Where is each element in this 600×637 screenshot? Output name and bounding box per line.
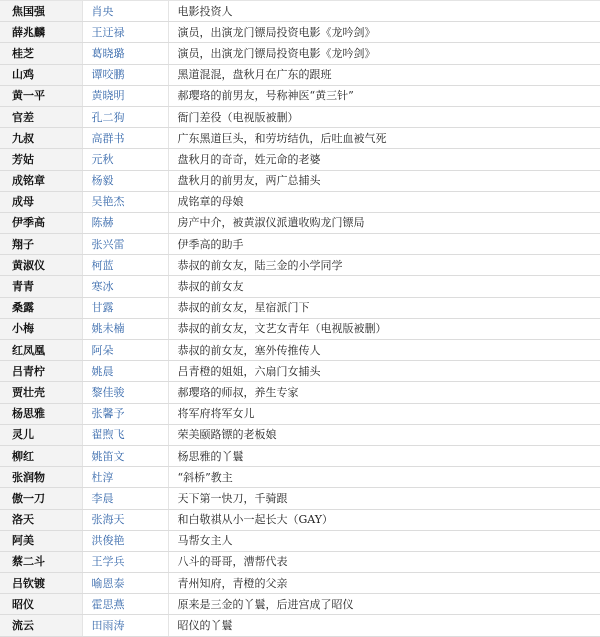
table-row bbox=[0, 530, 600, 551]
actor-link[interactable]: 张馨予 bbox=[91, 407, 125, 421]
role-description-cell: 恭叔的前女友，陆三金的小学同学 bbox=[168, 255, 600, 276]
actor-cell bbox=[82, 22, 168, 43]
actor-link[interactable]: 霍思燕 bbox=[91, 597, 125, 611]
role-description-cell: 将军府将军女儿 bbox=[168, 403, 600, 424]
actor-link[interactable]: 高群书 bbox=[91, 131, 125, 145]
actor-link[interactable]: 黄晓明 bbox=[91, 89, 125, 103]
table-row bbox=[0, 297, 600, 318]
table-row bbox=[0, 573, 600, 594]
role-name-cell: 张润物 bbox=[0, 467, 82, 488]
actor-cell bbox=[82, 128, 168, 149]
role-name-cell: 薛兆麟 bbox=[0, 22, 82, 43]
role-name-cell: 灵儿 bbox=[0, 424, 82, 445]
role-name-cell: 桂芝 bbox=[0, 43, 82, 64]
actor-link[interactable]: 肖央 bbox=[91, 4, 114, 18]
role-description-cell: 黑道混混，盘秋月在广东的跟班 bbox=[168, 64, 600, 85]
role-description-cell: 盘秋月的奇奇，姓元命的老婆 bbox=[168, 149, 600, 170]
role-name-cell: 杨思雅 bbox=[0, 403, 82, 424]
actor-link[interactable]: 谭咬鹏 bbox=[91, 68, 125, 82]
role-description-cell: 演员，出演龙门镖局投资电影《龙吟剑》 bbox=[168, 43, 600, 64]
actor-link[interactable]: 张海天 bbox=[91, 513, 125, 527]
table-row bbox=[0, 128, 600, 149]
role-description-cell: 八斗的哥哥，漕帮代表 bbox=[168, 551, 600, 572]
role-name-cell: 黄一平 bbox=[0, 85, 82, 106]
role-name-cell: 小梅 bbox=[0, 318, 82, 339]
role-name-cell: 傲一刀 bbox=[0, 488, 82, 509]
actor-cell bbox=[82, 509, 168, 530]
actor-cell bbox=[82, 361, 168, 382]
actor-link[interactable]: 王学兵 bbox=[91, 555, 125, 569]
actor-link[interactable]: 田雨涛 bbox=[91, 619, 125, 633]
actor-link[interactable]: 孔二狗 bbox=[91, 110, 125, 124]
actor-link[interactable]: 杨毅 bbox=[91, 174, 114, 188]
actor-link[interactable]: 翟煦飞 bbox=[91, 428, 125, 442]
actor-cell bbox=[82, 255, 168, 276]
table-row bbox=[0, 382, 600, 403]
table-row bbox=[0, 276, 600, 297]
actor-link[interactable]: 柯蓝 bbox=[91, 258, 114, 272]
cast-table-body bbox=[0, 1, 600, 637]
table-row bbox=[0, 424, 600, 445]
table-row bbox=[0, 22, 600, 43]
role-description-cell: 成铭章的母娘 bbox=[168, 191, 600, 212]
role-name-cell: 焦国强 bbox=[0, 1, 82, 22]
table-row bbox=[0, 594, 600, 615]
table-row bbox=[0, 488, 600, 509]
table-row bbox=[0, 149, 600, 170]
role-description-cell: 和白敬祺从小一起长大（GAY） bbox=[168, 509, 600, 530]
table-row bbox=[0, 64, 600, 85]
table-row bbox=[0, 615, 600, 637]
actor-cell bbox=[82, 340, 168, 361]
actor-link[interactable]: 杜淳 bbox=[91, 470, 114, 484]
table-row bbox=[0, 212, 600, 233]
actor-link[interactable]: 吴艳杰 bbox=[91, 195, 125, 209]
actor-link[interactable]: 喻恩泰 bbox=[91, 576, 125, 590]
actor-cell bbox=[82, 106, 168, 127]
actor-cell bbox=[82, 276, 168, 297]
table-row bbox=[0, 340, 600, 361]
actor-link[interactable]: 黎佳骏 bbox=[91, 385, 125, 399]
table-row bbox=[0, 445, 600, 466]
role-name-cell: 洛天 bbox=[0, 509, 82, 530]
table-row bbox=[0, 255, 600, 276]
role-name-cell: 官差 bbox=[0, 106, 82, 127]
role-description-cell: 衙门差役（电视版被删） bbox=[168, 106, 600, 127]
table-row bbox=[0, 1, 600, 22]
table-row bbox=[0, 170, 600, 191]
actor-link[interactable]: 寒冰 bbox=[91, 280, 114, 294]
actor-link[interactable]: 姚晨 bbox=[91, 364, 114, 378]
table-row bbox=[0, 234, 600, 255]
role-description-cell: 演员，出演龙门镖局投资电影《龙吟剑》 bbox=[168, 22, 600, 43]
actor-link[interactable]: 张兴雷 bbox=[91, 237, 125, 251]
actor-cell bbox=[82, 85, 168, 106]
role-description-cell: 青州知府，青橙的父亲 bbox=[168, 573, 600, 594]
actor-link[interactable]: 甘露 bbox=[91, 301, 114, 315]
role-description-cell: 荣美颐路镖的老板娘 bbox=[168, 424, 600, 445]
role-description-cell: 原来是三金的丫鬟，后进宫成了昭仪 bbox=[168, 594, 600, 615]
role-name-cell: 山鸡 bbox=[0, 64, 82, 85]
role-name-cell: 青青 bbox=[0, 276, 82, 297]
actor-cell bbox=[82, 149, 168, 170]
actor-cell bbox=[82, 191, 168, 212]
role-name-cell: 桑露 bbox=[0, 297, 82, 318]
actor-cell bbox=[82, 445, 168, 466]
role-description-cell: 盘秋月的前男友，两广总捕头 bbox=[168, 170, 600, 191]
role-description-cell: 郝璎珞的师叔，养生专家 bbox=[168, 382, 600, 403]
role-name-cell: 黄淑仪 bbox=[0, 255, 82, 276]
actor-cell bbox=[82, 488, 168, 509]
actor-cell bbox=[82, 551, 168, 572]
role-description-cell: 恭叔的前女友，星宿派门下 bbox=[168, 297, 600, 318]
actor-cell bbox=[82, 318, 168, 339]
role-name-cell: 翔子 bbox=[0, 234, 82, 255]
table-row bbox=[0, 467, 600, 488]
role-name-cell: 贾壮壳 bbox=[0, 382, 82, 403]
role-name-cell: 阿美 bbox=[0, 530, 82, 551]
table-row bbox=[0, 551, 600, 572]
actor-link[interactable]: 元秋 bbox=[91, 152, 114, 166]
actor-cell bbox=[82, 212, 168, 233]
role-description-cell: 杨思雅的丫鬟 bbox=[168, 445, 600, 466]
table-row bbox=[0, 318, 600, 339]
role-name-cell: 蔡二斗 bbox=[0, 551, 82, 572]
role-description-cell: 昭仪的丫鬟 bbox=[168, 615, 600, 637]
role-description-cell: 恭叔的前女友 bbox=[168, 276, 600, 297]
role-description-cell: 电影投资人 bbox=[168, 1, 600, 22]
role-name-cell: 成铭章 bbox=[0, 170, 82, 191]
role-description-cell: 郝璎珞的前男友，号称神医“黄三针” bbox=[168, 85, 600, 106]
actor-cell bbox=[82, 170, 168, 191]
role-description-cell: 马帮女主人 bbox=[168, 530, 600, 551]
role-description-cell: 天下第一快刀，千骑跟 bbox=[168, 488, 600, 509]
actor-link[interactable]: 洪俊艳 bbox=[91, 534, 125, 548]
actor-cell bbox=[82, 530, 168, 551]
actor-cell bbox=[82, 467, 168, 488]
role-description-cell: 恭叔的前女友，塞外传推传人 bbox=[168, 340, 600, 361]
role-name-cell: 吕钦镀 bbox=[0, 573, 82, 594]
role-name-cell: 九叔 bbox=[0, 128, 82, 149]
role-name-cell: 昭仪 bbox=[0, 594, 82, 615]
role-name-cell: 流云 bbox=[0, 615, 82, 637]
role-name-cell: 红凤凰 bbox=[0, 340, 82, 361]
table-row bbox=[0, 85, 600, 106]
role-description-cell: 吕青橙的姐姐，六扇门女捕头 bbox=[168, 361, 600, 382]
table-row bbox=[0, 43, 600, 64]
actor-cell bbox=[82, 403, 168, 424]
role-name-cell: 成母 bbox=[0, 191, 82, 212]
actor-cell bbox=[82, 424, 168, 445]
actor-link[interactable]: 李晨 bbox=[91, 491, 114, 505]
role-name-cell: 伊季高 bbox=[0, 212, 82, 233]
actor-cell bbox=[82, 43, 168, 64]
role-name-cell: 柳红 bbox=[0, 445, 82, 466]
actor-cell bbox=[82, 594, 168, 615]
actor-link[interactable]: 姚笛文 bbox=[91, 449, 125, 463]
actor-cell bbox=[82, 297, 168, 318]
role-description-cell: 房产中介，被黄淑仪派遣收购龙门镖局 bbox=[168, 212, 600, 233]
actor-link[interactable]: 葛晓璐 bbox=[91, 46, 125, 60]
table-row bbox=[0, 509, 600, 530]
role-name-cell: 芳姑 bbox=[0, 149, 82, 170]
actor-link[interactable]: 陈赫 bbox=[91, 216, 114, 230]
actor-cell bbox=[82, 382, 168, 403]
actor-cell bbox=[82, 64, 168, 85]
role-name-cell: 吕青柠 bbox=[0, 361, 82, 382]
actor-cell bbox=[82, 573, 168, 594]
role-description-cell: 广东黑道巨头，和劳坊结仇，后吐血被气死 bbox=[168, 128, 600, 149]
table-row bbox=[0, 361, 600, 382]
actor-link[interactable]: 姚未楠 bbox=[91, 322, 125, 336]
actor-cell bbox=[82, 1, 168, 22]
role-description-cell: 恭叔的前女友，文艺女青年（电视版被删） bbox=[168, 318, 600, 339]
role-description-cell: “斜桥”教主 bbox=[168, 467, 600, 488]
table-row bbox=[0, 106, 600, 127]
actor-link[interactable]: 阿朵 bbox=[91, 343, 114, 357]
role-description-cell: 伊季高的助手 bbox=[168, 234, 600, 255]
actor-cell bbox=[82, 234, 168, 255]
table-row bbox=[0, 191, 600, 212]
actor-cell bbox=[82, 615, 168, 637]
actor-link[interactable]: 王迂禄 bbox=[91, 25, 125, 39]
table-row bbox=[0, 403, 600, 424]
